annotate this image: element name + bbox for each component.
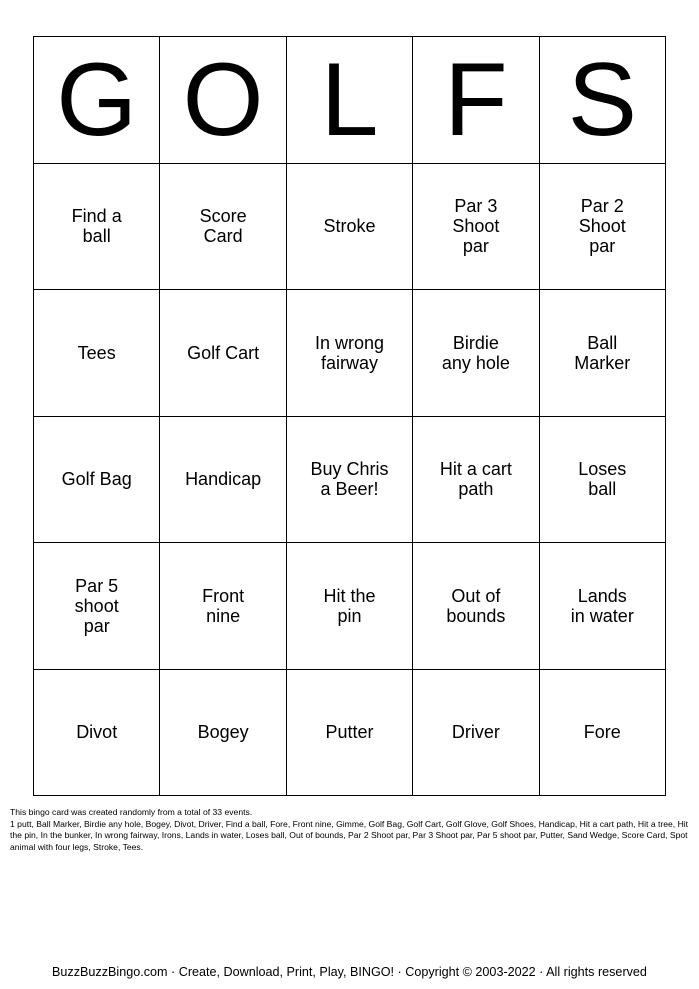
bingo-cell-text: Ball Marker bbox=[574, 332, 631, 373]
bingo-cell bbox=[287, 670, 413, 797]
bingo-cell-text: Driver bbox=[451, 722, 500, 743]
bingo-card bbox=[33, 36, 666, 796]
header-cell bbox=[160, 37, 286, 164]
header-cell bbox=[413, 37, 539, 164]
bingo-cell-text: Golf Cart bbox=[187, 342, 260, 363]
header-letter: O bbox=[182, 41, 264, 158]
bingo-cell-text: Hit the pin bbox=[323, 585, 376, 626]
bingo-cell bbox=[540, 417, 666, 544]
bingo-cell-text: Out of bounds bbox=[446, 585, 506, 626]
header-cell bbox=[287, 37, 413, 164]
bingo-cell-text: Buy Chris a Beer! bbox=[310, 459, 389, 500]
header-letter: L bbox=[320, 41, 379, 158]
bingo-cell bbox=[160, 543, 286, 670]
header-letter: S bbox=[567, 41, 637, 158]
bingo-cell-text: Front nine bbox=[202, 585, 245, 626]
bingo-cell-text: Tees bbox=[77, 342, 116, 363]
bingo-cell-text: Stroke bbox=[323, 216, 376, 237]
bingo-cell bbox=[540, 670, 666, 797]
bingo-cell bbox=[413, 543, 539, 670]
bingo-cell bbox=[160, 417, 286, 544]
bingo-cell-text: Birdie any hole bbox=[441, 332, 510, 373]
bingo-cell-text: Handicap bbox=[185, 469, 262, 490]
bingo-cell bbox=[34, 670, 160, 797]
header-cell bbox=[34, 37, 160, 164]
bingo-cell bbox=[34, 543, 160, 670]
card-notes bbox=[10, 807, 690, 853]
bingo-cell bbox=[540, 164, 666, 291]
bingo-cell bbox=[287, 164, 413, 291]
bingo-cell bbox=[413, 417, 539, 544]
bingo-cell bbox=[540, 290, 666, 417]
bingo-cell-text: Putter bbox=[325, 722, 374, 743]
header-letter: F bbox=[444, 41, 508, 158]
bingo-cell-text: Find a ball bbox=[71, 206, 122, 247]
bingo-cell-text: Score Card bbox=[199, 206, 247, 247]
header-cell bbox=[540, 37, 666, 164]
bingo-cell bbox=[160, 164, 286, 291]
bingo-cell-text: Bogey bbox=[197, 722, 249, 743]
notes-event-list: 1 putt, Ball Marker, Birdie any hole, Bogey, Divot, Driver, Find a ball, Fore, Front nine, Gimme, Golf Bag, Golf Cart, Golf Glove, Golf Shoes, Handicap, Hit a cart path, Hit a tree, Hit the pin, In the bunker, In wrong fairway, Irons, Lands in water, Loses ball, Out of bounds, Par 2 Shoot par, Par 3 Shoot par, Par 5 shoot par, Putter, Sand Wedge, Score Card, Spot animal with four legs, Stroke, Tees. bbox=[10, 818, 689, 852]
bingo-cell-text: Lands in water bbox=[570, 585, 634, 626]
bingo-cell-text: Par 2 Shoot par bbox=[578, 196, 626, 257]
bingo-cell-text: Loses ball bbox=[578, 459, 627, 500]
bingo-cell-text: Fore bbox=[583, 722, 621, 743]
bingo-cell bbox=[413, 670, 539, 797]
bingo-cell bbox=[34, 290, 160, 417]
bingo-cell bbox=[287, 290, 413, 417]
bingo-cell bbox=[34, 417, 160, 544]
bingo-cell-text: In wrong fairway bbox=[314, 332, 385, 373]
bingo-cell bbox=[160, 290, 286, 417]
bingo-cell bbox=[540, 543, 666, 670]
bingo-cell bbox=[160, 670, 286, 797]
bingo-cell-text: Divot bbox=[76, 722, 118, 743]
bingo-cell bbox=[287, 417, 413, 544]
bingo-cell-text: Par 3 Shoot par bbox=[452, 196, 500, 257]
bingo-cell bbox=[34, 164, 160, 291]
bingo-cell bbox=[287, 543, 413, 670]
bingo-cell bbox=[413, 290, 539, 417]
header-letter: G bbox=[56, 41, 138, 158]
bingo-cell-text: Par 5 shoot par bbox=[74, 575, 119, 636]
notes-summary: This bingo card was created randomly from a total of 33 events. bbox=[10, 807, 253, 817]
bingo-cell bbox=[413, 164, 539, 291]
page-footer: BuzzBuzzBingo.com · Create, Download, Print, Play, BINGO! · Copyright © 2003-2022 · All rights reserved bbox=[52, 965, 647, 979]
bingo-cell-text: Hit a cart path bbox=[439, 459, 512, 500]
bingo-cell-text: Golf Bag bbox=[61, 469, 132, 490]
